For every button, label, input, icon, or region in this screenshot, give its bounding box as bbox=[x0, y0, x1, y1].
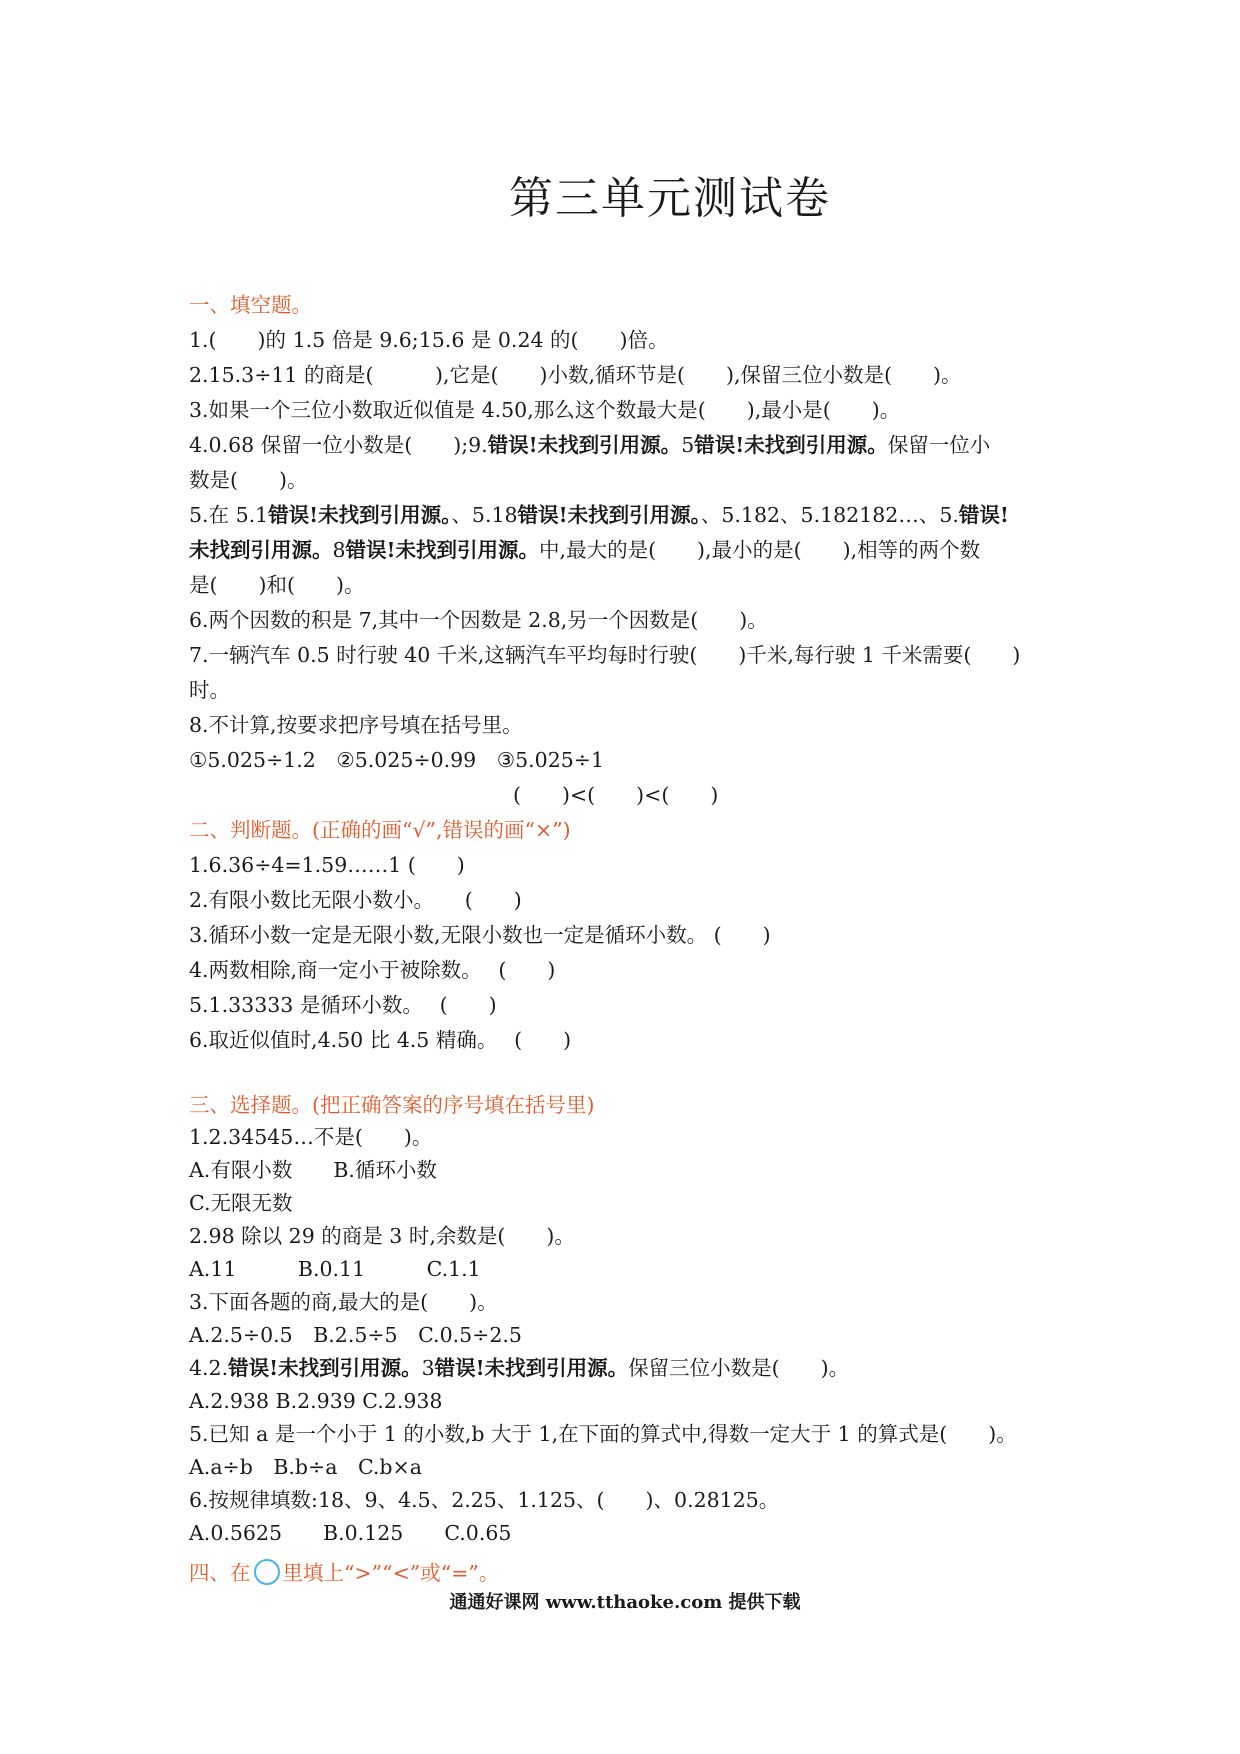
question-line bbox=[189, 498, 1069, 533]
reference-error-text: 未找到引用源。 bbox=[189, 538, 333, 562]
question-line: 数是( )。 bbox=[189, 468, 308, 492]
reference-error-text: 错误!未找到引用源。 bbox=[228, 1356, 422, 1380]
question-text: 保留一位小 bbox=[887, 433, 991, 457]
choice-line: 3.下面各题的商,最大的是( )。 bbox=[189, 1290, 498, 1314]
reference-error-text: 错误!未找到引用源。 bbox=[268, 503, 452, 527]
question-options: ①5.025÷1.2 ②5.025÷0.99 ③5.025÷1 bbox=[189, 748, 605, 772]
choice-line: 6.按规律填数:18、9、4.5、2.25、1.125、( )、0.28125。 bbox=[189, 1488, 780, 1512]
section-heading-true-false: 二、判断题。(正确的画“√”,错误的画“×”) bbox=[189, 818, 571, 842]
question-line: 2.15.3÷11 的商是( ),它是( )小数,循环节是( ),保留三位小数是( )。 bbox=[189, 363, 962, 387]
question-line: 7.一辆汽车 0.5 时行驶 40 千米,这辆汽车平均每时行驶( )千米,每行驶 1 千米需要( ) bbox=[189, 643, 1021, 667]
choice-line: A.a÷b B.b÷a C.b×a bbox=[189, 1455, 422, 1479]
question-text: 保留三位小数是( )。 bbox=[628, 1356, 850, 1380]
judgment-item: 5.1.33333 是循环小数。 ( ) bbox=[189, 993, 497, 1017]
choice-line: 2.98 除以 29 的商是 3 时,余数是( )。 bbox=[189, 1224, 575, 1248]
choice-line: A.2.5÷0.5 B.2.5÷5 C.0.5÷2.5 bbox=[189, 1323, 522, 1347]
question-line: 6.两个因数的积是 7,其中一个因数是 2.8,另一个因数是( )。 bbox=[189, 608, 768, 632]
question-text: 、5.182、5.182182…、5. bbox=[700, 503, 959, 527]
reference-error-text: 错误! bbox=[958, 503, 1009, 527]
footer-credit: 通通好课网 www.tthaoke.com 提供下载 bbox=[449, 1592, 801, 1613]
section-heading-fill-blank: 一、填空题。 bbox=[189, 293, 312, 317]
question-line: 是( )和( )。 bbox=[189, 573, 365, 597]
exam-content bbox=[189, 288, 1069, 1591]
question-text: 5 bbox=[681, 433, 695, 457]
choice-line: A.有限小数 B.循环小数 bbox=[189, 1158, 437, 1182]
reference-error-text: 错误!未找到引用源。 bbox=[694, 433, 888, 457]
choice-line: A.11 B.0.11 C.1.1 bbox=[189, 1257, 481, 1281]
reference-error-text: 错误!未找到引用源。 bbox=[517, 503, 701, 527]
question-text: 4.2. bbox=[189, 1356, 229, 1380]
section-heading-compare bbox=[189, 1556, 1069, 1591]
judgment-item: 6.取近似值时,4.50 比 4.5 精确。 ( ) bbox=[189, 1028, 572, 1052]
reference-error-text: 错误!未找到引用源。 bbox=[434, 1356, 629, 1380]
section-heading-text: 里填上“>”“<”或“=”。 bbox=[282, 1561, 500, 1585]
choice-line: A.2.938 B.2.939 C.2.938 bbox=[189, 1389, 443, 1413]
choice-line: A.0.5625 B.0.125 C.0.65 bbox=[189, 1521, 512, 1545]
question-text: 4.0.68 保留一位小数是( );9. bbox=[189, 433, 488, 457]
judgment-item: 2.有限小数比无限小数小。 ( ) bbox=[189, 888, 522, 912]
question-line: 1.( )的 1.5 倍是 9.6;15.6 是 0.24 的( )倍。 bbox=[189, 328, 669, 352]
question-text: 5.在 5.1 bbox=[189, 503, 269, 527]
reference-error-text: 错误!未找到引用源。 bbox=[487, 433, 682, 457]
question-text: 3 bbox=[421, 1356, 435, 1380]
question-text: 、5.18 bbox=[451, 503, 518, 527]
choice-line: 1.2.34545…不是( )。 bbox=[189, 1125, 433, 1149]
judgment-item: 4.两数相除,商一定小于被除数。 ( ) bbox=[189, 958, 556, 982]
question-text: 中,最大的是( ),最小的是( ),相等的两个数 bbox=[539, 538, 981, 562]
question-text: 8 bbox=[332, 538, 346, 562]
answer-order-blanks: ( )<( )<( ) bbox=[513, 783, 719, 807]
page-title: 第三单元测试卷 bbox=[509, 173, 831, 224]
section-heading-text: 四、在 bbox=[189, 1561, 251, 1585]
choice-line: C.无限无数 bbox=[189, 1191, 293, 1215]
choice-line: 5.已知 a 是一个小于 1 的小数,b 大于 1,在下面的算式中,得数一定大于 1 的算式是( )。 bbox=[189, 1422, 1017, 1446]
circle-icon bbox=[254, 1559, 280, 1585]
choice-line bbox=[189, 1352, 1069, 1385]
question-line: 3.如果一个三位小数取近似值是 4.50,那么这个数最大是( ),最小是( )。 bbox=[189, 398, 901, 422]
question-line: 8.不计算,按要求把序号填在括号里。 bbox=[189, 713, 523, 737]
question-line bbox=[189, 428, 1069, 463]
question-line: 时。 bbox=[189, 678, 230, 702]
judgment-item: 1.6.36÷4=1.59……1 ( ) bbox=[189, 853, 465, 877]
judgment-item: 3.循环小数一定是无限小数,无限小数也一定是循环小数。 ( ) bbox=[189, 923, 771, 947]
section-heading-multiple-choice: 三、选择题。(把正确答案的序号填在括号里) bbox=[189, 1093, 595, 1117]
reference-error-text: 错误!未找到引用源。 bbox=[345, 538, 540, 562]
question-line bbox=[189, 533, 1069, 568]
